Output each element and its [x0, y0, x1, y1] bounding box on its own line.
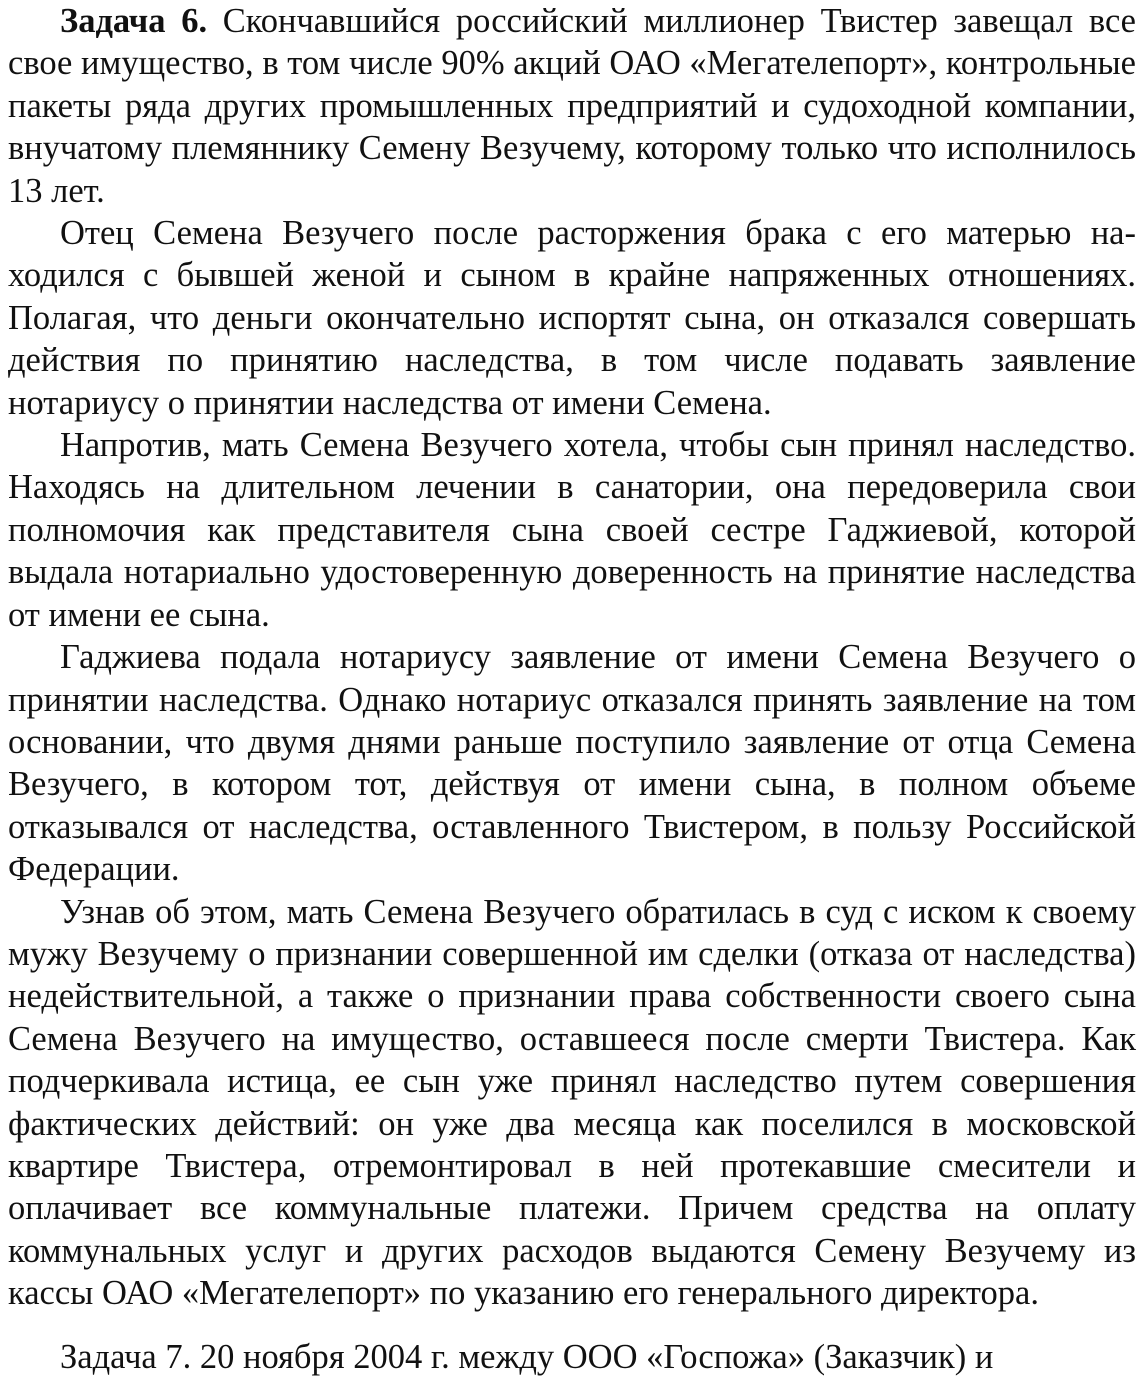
document-page	[8, 0, 1136, 1315]
paragraph-3: Напротив, мать Семена Везучего хотела, чтобы сын принял наследство. Находясь на длительном лечении в санатории, она передоверила свои полномочия как представителя сына своей сестре Гаджиевой, которой выдала нотариально удостоверенную доверенность на принятие наследства от имени ее сына.	[8, 426, 1136, 634]
paragraph-1-text: Скончавшийся российский миллионер Твистер завещал все свое имущество, в том числе 90% акций ОАО «Мегателепорт», контрольные пакеты ряда других промышленных предприятий и судоходной компании, внучатому племяннику Семену Везучему, которому только что исполнилось 13 лет.	[8, 2, 1136, 210]
paragraph-4: Гаджиева подала нотариусу заявление от имени Семена Везучего о принятии наследства. Однако нотариус отказался принять заявление на том основании, что двумя днями раньше поступило заявление от отца Семена Везучего, в котором тот, действуя от имени сына, в полном объеме отказывался от наследства, оставленного Твистером, в пользу Российской Федерации.	[8, 638, 1136, 889]
next-task-cut-line: Задача 7. 20 ноября 2004 г. между ООО «Госпожа» (Заказчик) и	[60, 1338, 994, 1376]
task-label: Задача 6.	[60, 2, 208, 40]
paragraph-5: Узнав об этом, мать Семена Везучего обратилась в суд с иском к своему мужу Везучему о признании совершенной им сделки (отказа от наследства) недействительной, а также о признании права собственности своего сына Семена Везучего на имущество, оставшееся после смерти Твистера. Как подчеркивала истица, ее сын уже принял наследство путем совершения фактических действий: он уже два месяца как поселился в московской квартире Твистера, отремонтировал в ней протекавшие смесители и оплачивает все коммунальные платежи. Причем средства на оплату коммунальных услуг и других расходов выдаются Семену Везучему из кассы ОАО «Мегателепорт» по указанию его генерального директора.	[8, 892, 1136, 1313]
paragraph-2: Отец Семена Везучего после расторжения брака с его матерью находился с бывшей женой и сыном в крайне напряженных отношениях. Полагая, что деньги окончательно испортят сына, он отказался совершать действия по принятию наследства, в том числе подавать заявление нотариусу о принятии наследства от имени Семена.	[8, 214, 1136, 422]
paragraph-1	[8, 0, 1136, 212]
